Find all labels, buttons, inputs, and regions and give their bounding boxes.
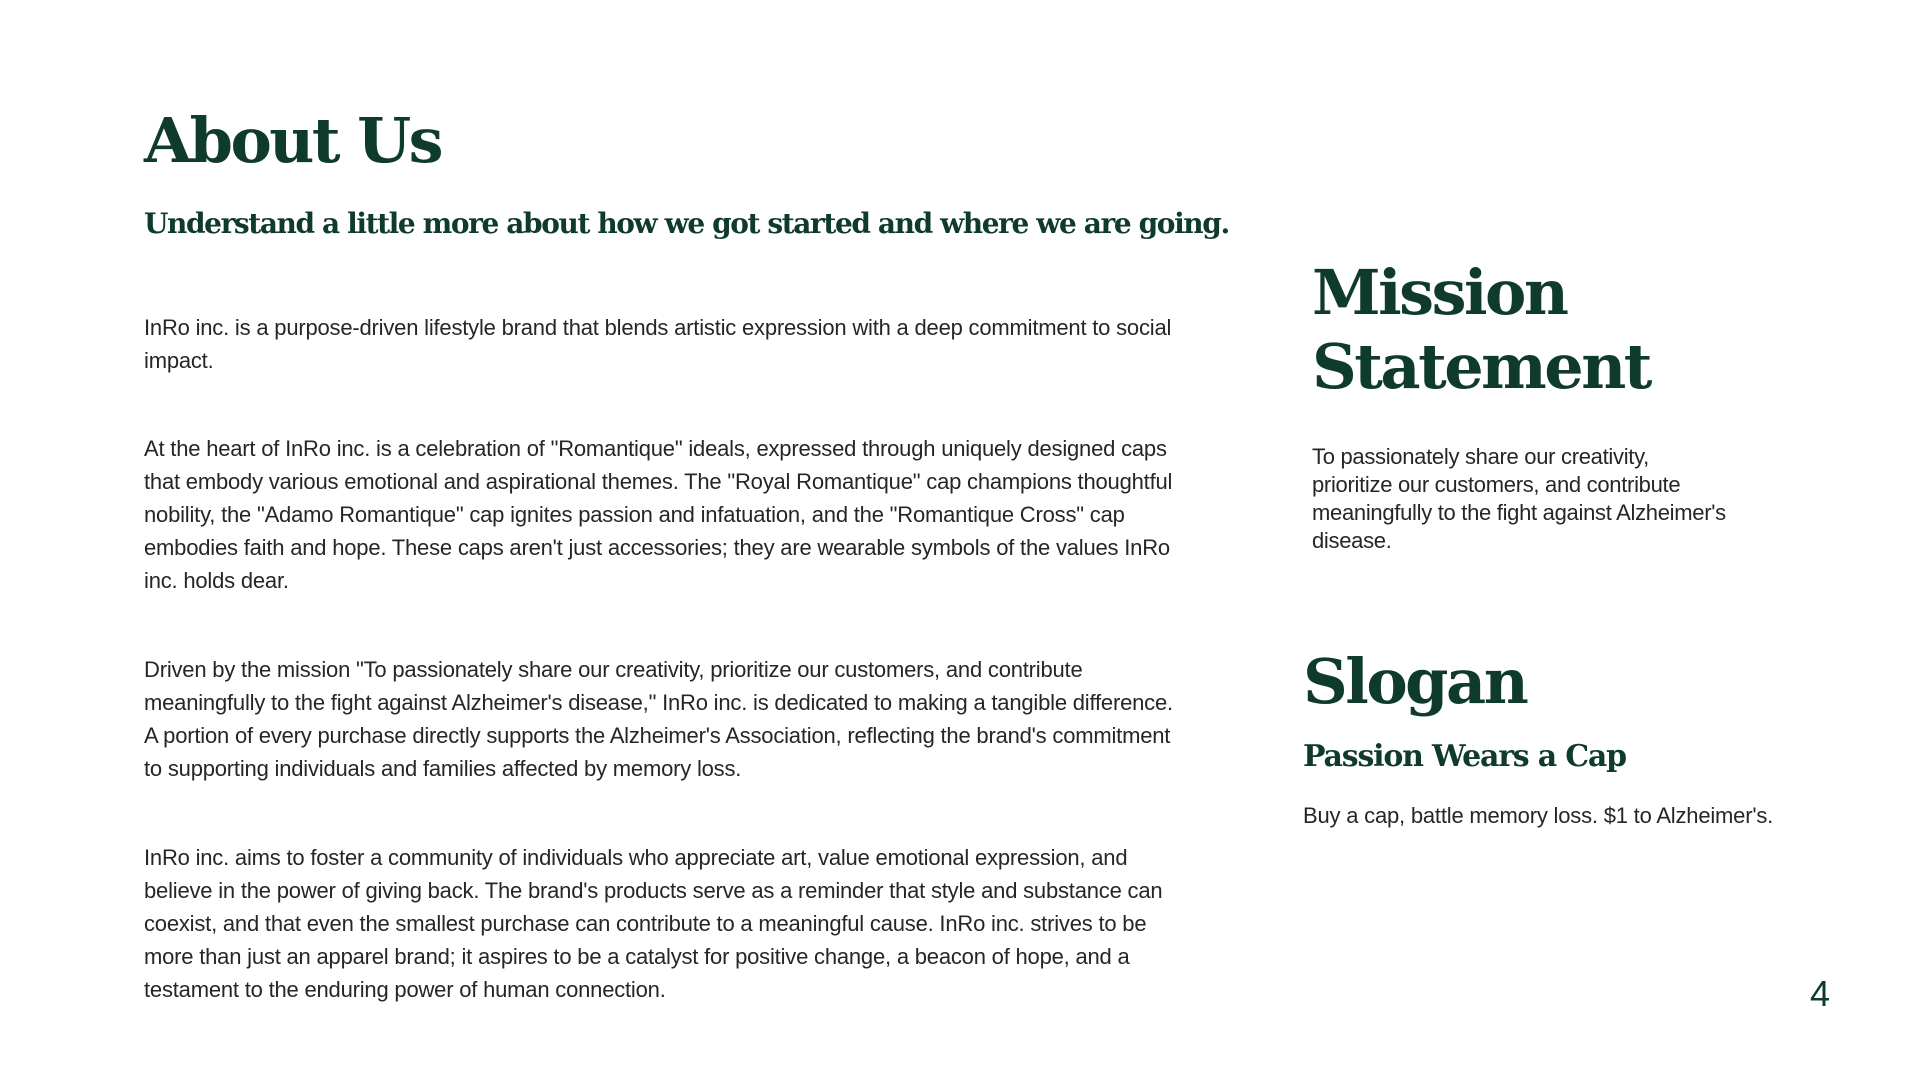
about-paragraph-mission: Driven by the mission "To passionately share our creativity, prioritize our customers, and contribute meaningfully to the fight against Alzheimer's disease," InRo inc. is dedicated to making a tangible difference. A portion of every purchase directly supports the Alzheimer's Association, reflecting the brand's commitment to supporting individuals and families affected by memory loss. bbox=[144, 657, 1173, 781]
about-subtitle: Understand a little more about how we got started and where we are going. bbox=[144, 207, 1229, 240]
about-paragraph-community: InRo inc. aims to foster a community of individuals who appreciate art, value emotional expression, and believe in the power of giving back. The brand's products serve as a reminder that style and substance can coexist, and that even the smallest purchase can contribute to a meaningful cause. InRo inc. strives to be more than just an apparel brand; it aspires to be a catalyst for positive change, a beacon of hope, and a testament to the enduring power of human connection. bbox=[144, 845, 1163, 1002]
mission-statement-text: To passionately share our creativity, prioritize our customers, and contribute meaningfully to the fight against Alzheimer's disease. bbox=[1312, 444, 1726, 553]
about-title: About Us bbox=[144, 104, 442, 177]
page-number: 4 bbox=[1809, 973, 1830, 1014]
slogan-title: Slogan bbox=[1303, 645, 1527, 718]
slogan-tagline: Passion Wears a Cap bbox=[1303, 739, 1626, 774]
mission-statement-title: Mission Statement bbox=[1312, 256, 1650, 403]
about-paragraph-romantique: At the heart of InRo inc. is a celebration of "Romantique" ideals, expressed through uniquely designed caps that embody various emotional and aspirational themes. The "Royal Romantique" cap champions thoughtful nobility, the "Adamo Romantique" cap ignites passion and infatuation, and the "Romantique Cross" cap embodies faith and hope. These caps aren't just accessories; they are wearable symbols of the values InRo inc. holds dear. bbox=[144, 436, 1173, 593]
about-paragraph-intro: InRo inc. is a purpose-driven lifestyle brand that blends artistic expression with a deep commitment to social impact. bbox=[144, 315, 1172, 373]
slogan-text: Buy a cap, battle memory loss. $1 to Alzheimer's. bbox=[1303, 803, 1774, 828]
